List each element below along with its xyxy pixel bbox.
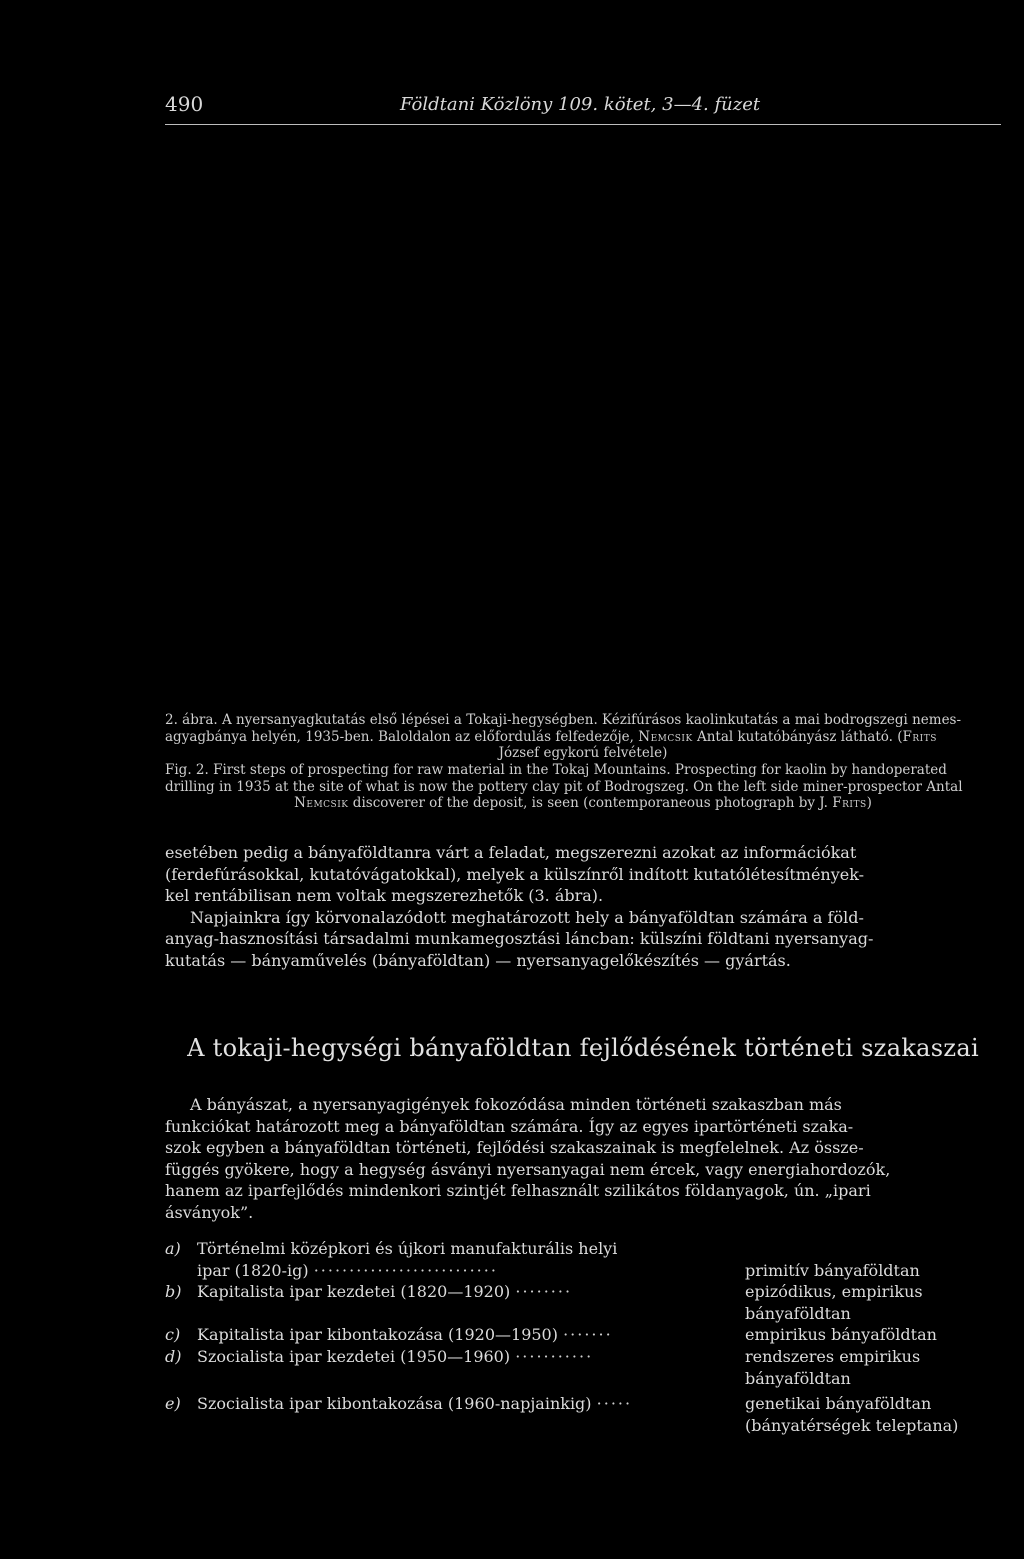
period-description: Szocialista ipar kibontakozása (1960-napjainkig) ····· [197, 1394, 633, 1413]
period-classification: rendszeres empirikus bányaföldtan [745, 1347, 921, 1388]
period-marker: e) [165, 1394, 181, 1413]
paragraph-1-line: esetében pedig a bányaföldtanra várt a feladat, megszerezni azokat az információkat [165, 843, 857, 862]
paragraph-1-line: (ferdefúrásokkal, kutatóvágatokkal), melyek a külszínről indított kutatólétesítmények- [165, 864, 865, 884]
caption-en-line-2: drilling in 1935 at the site of what is now the pottery clay pit of Bodrogszeg. On the left side miner-prospector Antal [165, 778, 963, 795]
period-description: Kapitalista ipar kibontakozása (1920—1950) ······· [197, 1325, 613, 1344]
paragraph-1 [165, 842, 1001, 971]
period-item-c [165, 1324, 1001, 1346]
period-item-a [165, 1238, 1001, 1281]
caption-hu-line-1: 2. ábra. A nyersanyagkutatás első lépései a Tokaji-hegységben. Kézifúrásos kaolinkutatás a mai bodrogszegi nemes- [165, 712, 962, 728]
paragraph-2-line: szok egyben a bányaföldtan történeti, fejlődési szakaszainak is megfelelnek. Az össze- [165, 1138, 864, 1157]
paragraph-1-line: anyag-hasznosítási társadalmi munkamegosztási láncban: külszíni földtani nyersanyag- [165, 929, 874, 948]
period-classification: epizódikus, empirikus bányaföldtan [745, 1282, 923, 1323]
period-description: Történelmi középkori és újkori manufakturális helyi ipar (1820-ig) ·························· [197, 1239, 618, 1280]
figure-caption-english [165, 762, 1001, 812]
figure-caption-hungarian [165, 712, 1001, 762]
leader-dots: ····· [596, 1394, 633, 1413]
caption-hu-line-2: agyagbánya helyén, 1935-ben. Baloldalon az előfordulás felfedezője, Nemcsik Antal kutatóbányász látható. (Frits [165, 728, 937, 745]
paragraph-2-line: függés gyökere, hogy a hegység ásványi nyersanyagai nem ércek, vagy energiahordozók, [165, 1159, 891, 1179]
header-rule [165, 124, 1001, 125]
caption-en-line-1: Fig. 2. First steps of prospecting for raw material in the Tokaj Mountains. Prospecting for kaolin by handoperated [165, 762, 947, 778]
period-item-e [165, 1393, 1001, 1436]
page-header [165, 92, 1001, 122]
period-description: Szocialista ipar kezdetei (1950—1960) ··········· [197, 1347, 594, 1366]
journal-title: Földtani Közlöny 109. kötet, 3—4. füzet [400, 94, 761, 115]
period-item-b [165, 1281, 1001, 1324]
paragraph-2-line: funkciókat határozott meg a bányaföldtan számára. Így az egyes ipartörténeti szaka- [165, 1116, 854, 1136]
period-classification: empirikus bányaföldtan [745, 1325, 937, 1344]
paragraph-2 [165, 1094, 1001, 1223]
caption-en-line-3: Nemcsik discoverer of the deposit, is seen (contemporaneous photograph by J. Frits) [294, 795, 872, 811]
paragraph-2-line: hanem az iparfejlődés mindenkori szintjét felhasznált szilikátos földanyagok, ún. „ipari [165, 1181, 871, 1200]
period-marker: d) [165, 1347, 182, 1366]
leader-dots: ··········· [515, 1347, 594, 1366]
leader-dots: ·························· [313, 1260, 498, 1280]
paragraph-1-line: kel rentábilisan nem voltak megszerezhetők (3. ábra). [165, 886, 604, 905]
paragraph-2-line: A bányászat, a nyersanyagigények fokozódása minden történeti szakaszban más [190, 1095, 842, 1114]
page-number: 490 [165, 92, 204, 116]
paragraph-1-line: kutatás — bányaművelés (bányaföldtan) — nyersanyagelőkészítés — gyártás. [165, 950, 791, 970]
figure-photo [160, 140, 1005, 685]
period-description: Kapitalista ipar kezdetei (1820—1920) ········ [197, 1282, 573, 1301]
caption-hu-line-3: József egykorú felvétele) [498, 745, 668, 761]
paragraph-2-line: ásványok”. [165, 1202, 254, 1222]
paragraph-1-line: Napjainkra így körvonalazódott meghatározott hely a bányaföldtan számára a föld- [190, 907, 864, 927]
leader-dots: ········ [515, 1282, 573, 1301]
period-marker: b) [165, 1282, 182, 1301]
period-marker: a) [165, 1239, 181, 1258]
period-item-d [165, 1346, 1001, 1393]
period-classification: primitív bányaföldtan [745, 1260, 920, 1280]
period-list [165, 1238, 1001, 1436]
period-classification: genetikai bányaföldtan (bányatérségek teleptana) [745, 1394, 959, 1435]
period-marker: c) [165, 1325, 181, 1344]
leader-dots: ······· [563, 1325, 613, 1344]
section-heading: A tokaji-hegységi bányaföldtan fejlődésének történeti szakaszai [187, 1034, 979, 1062]
